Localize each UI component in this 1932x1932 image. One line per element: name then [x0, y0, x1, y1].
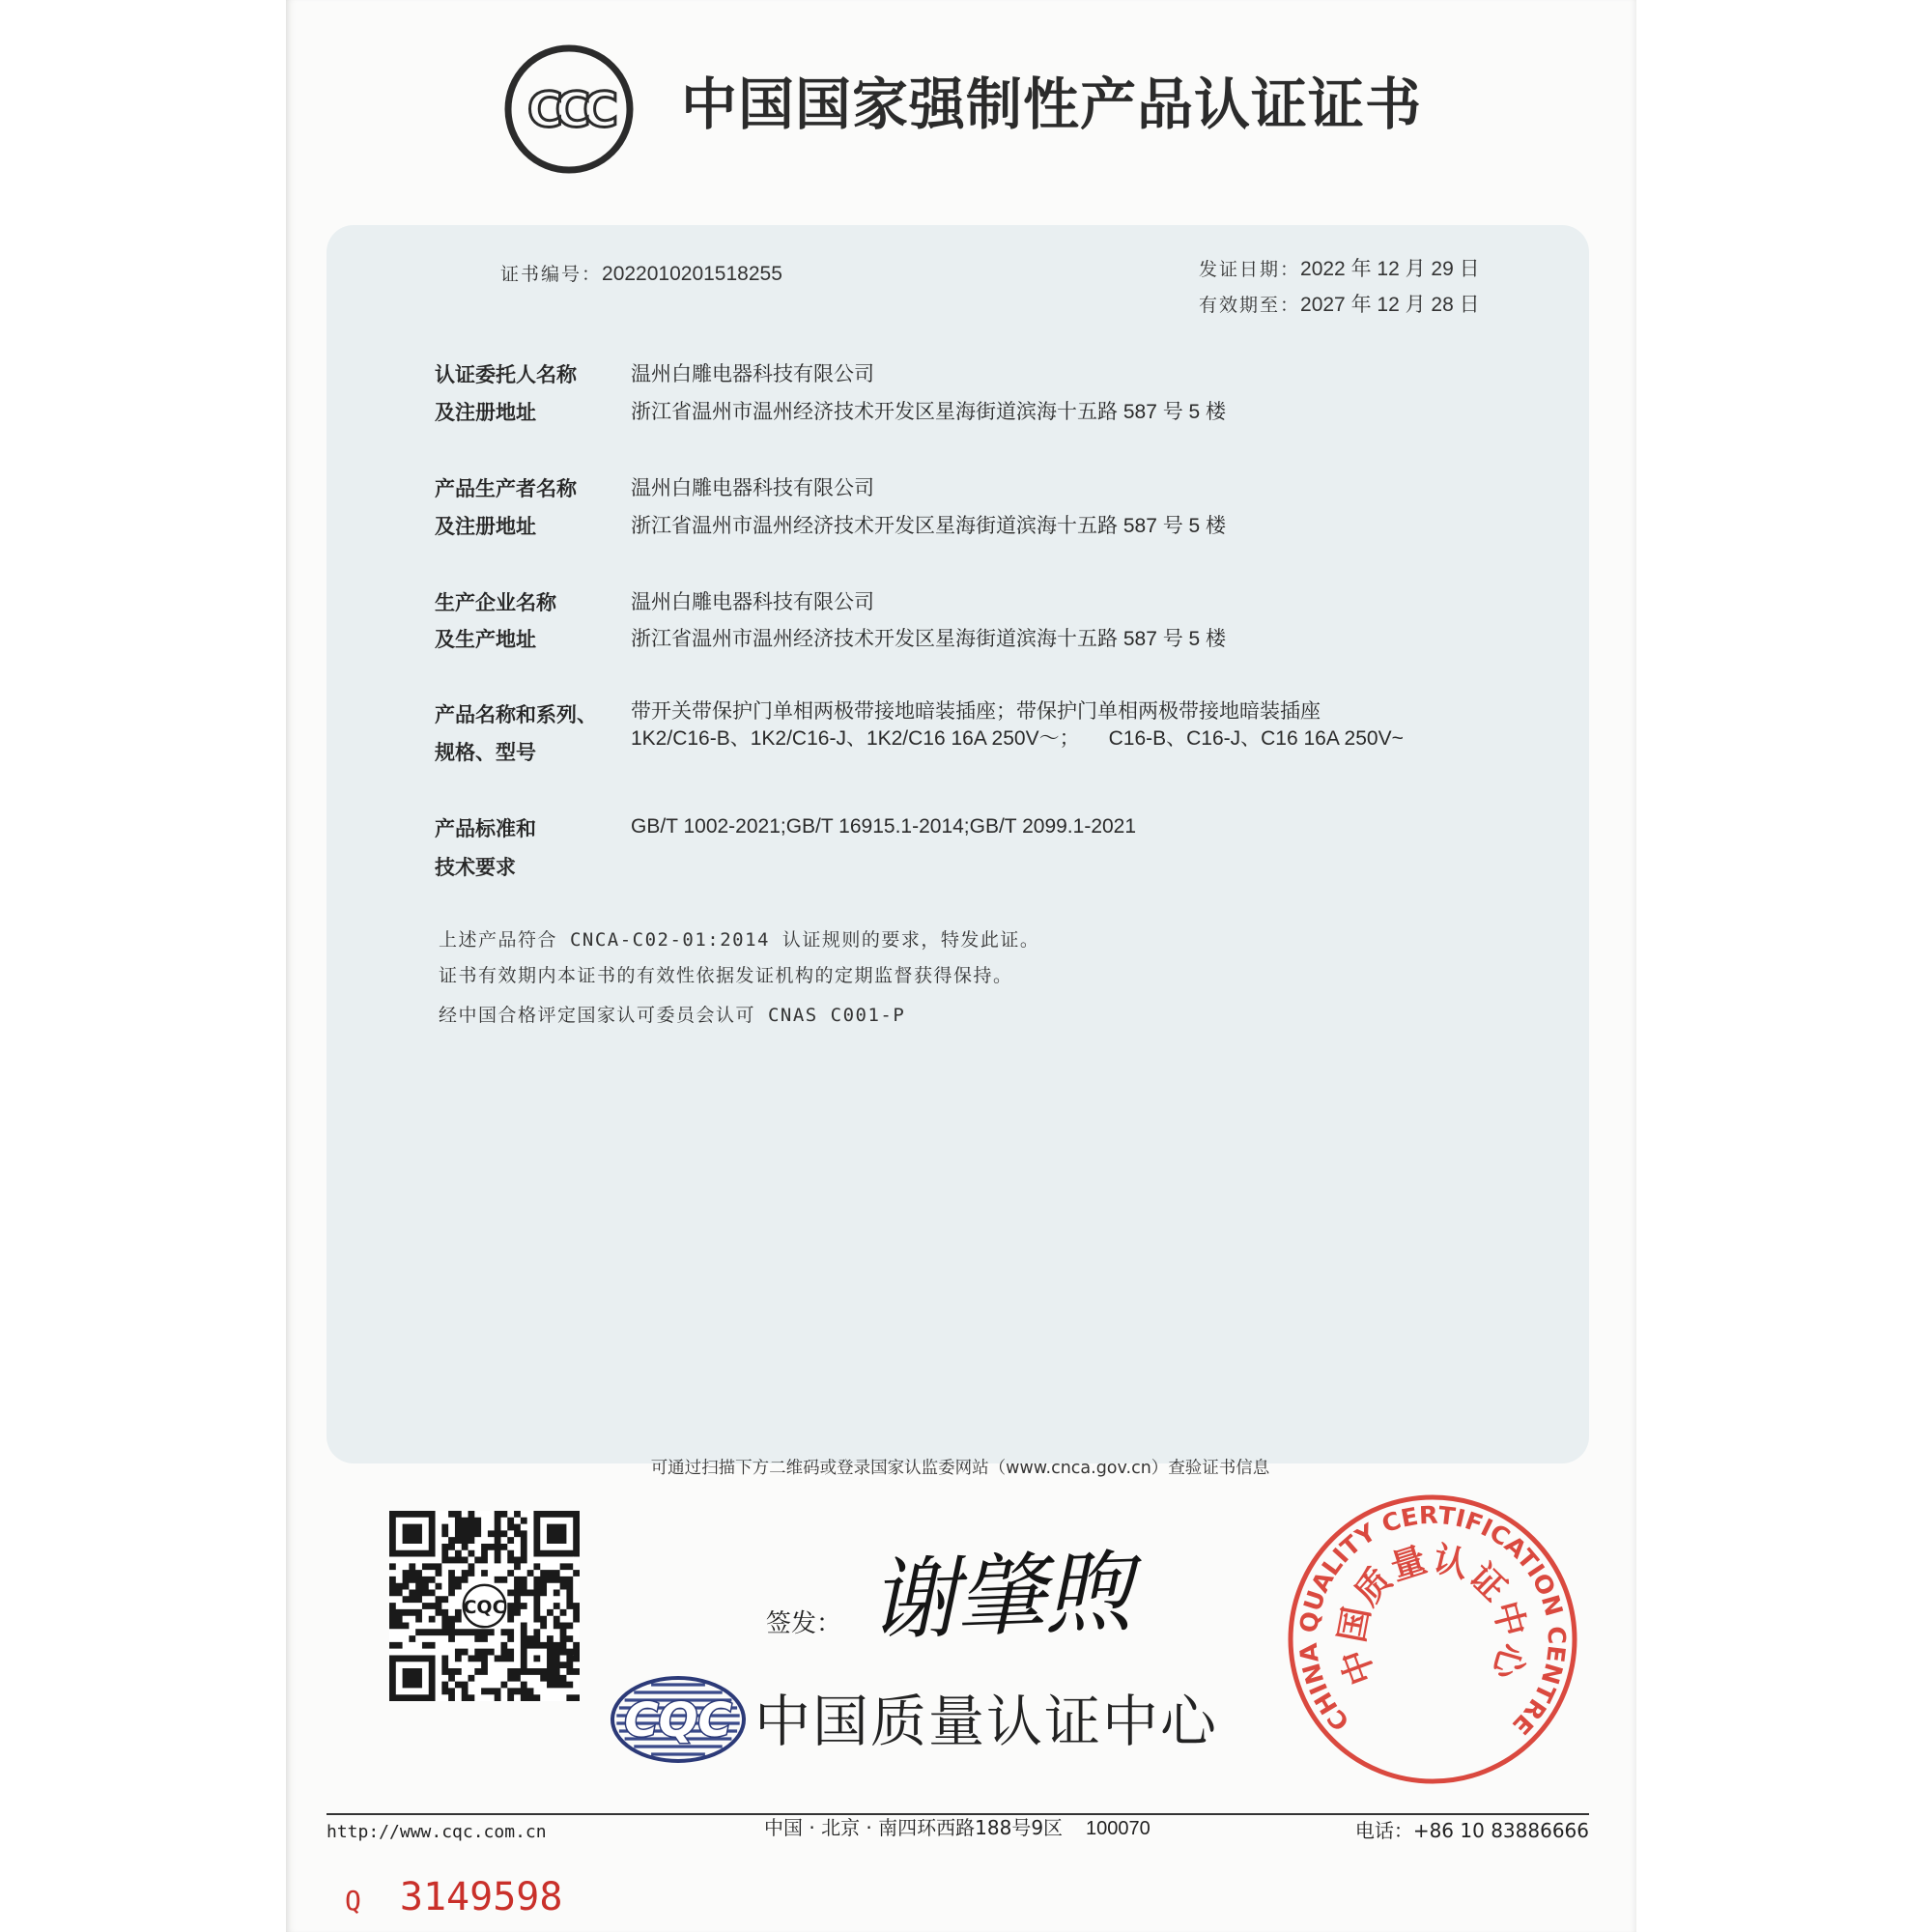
cqc-logo-icon [607, 1674, 750, 1765]
seal-inner-text [1331, 1539, 1533, 1690]
product-models [631, 726, 1404, 752]
signature: 谢肇煦 [867, 1540, 1132, 1653]
qr-code [389, 1511, 580, 1701]
field-label: 生产企业名称 [435, 591, 556, 614]
field-label: 及注册地址 [435, 401, 536, 424]
footer-postcode: 100070 [1086, 1818, 1151, 1839]
product-models-secondary: C16-B、C16-J、C16 16A 250V~ [1108, 727, 1404, 750]
signing-label: 签发： [766, 1609, 842, 1638]
field-value: 温州白雕电器科技有限公司 [631, 477, 874, 499]
field-label: 规格、型号 [435, 741, 536, 764]
serial-number-value: 3149598 [399, 1875, 563, 1919]
seal-outer-textpath: CHINA QUALITY CERTIFICATION CENTRE [1293, 1500, 1572, 1741]
qr-center-logo-text: CQC [463, 1596, 506, 1618]
field-label: 技术要求 [435, 856, 516, 879]
issue-date [1199, 257, 1480, 284]
field-label: 产品生产者名称 [435, 477, 577, 500]
ccc-mark-icon [502, 43, 636, 176]
ccc-logo-text: CCC [526, 82, 611, 138]
issue-date-value: 2022 年 12 月 29 日 [1300, 258, 1480, 280]
serial-prefix: Q [345, 1885, 361, 1917]
footer-phone [1355, 1818, 1589, 1843]
footer-phone-label: 电话： [1354, 1819, 1413, 1842]
certificate-title: 中国国家强制性产品认证证书 [681, 71, 1423, 137]
seal-inner-textpath: 中国质量认证中心 [1331, 1538, 1534, 1690]
issue-date-label: 发证日期： [1199, 259, 1301, 280]
field-label: 产品名称和系列、 [435, 703, 597, 726]
field-label: 认证委托人名称 [435, 363, 577, 386]
product-name-value: 带开关带保护门单相两极带接地暗装插座；带保护门单相两极带接地暗装插座 [631, 700, 1321, 723]
footer-phone-number: +86 10 83886666 [1412, 1819, 1589, 1842]
field-value: 温州白雕电器科技有限公司 [631, 363, 874, 385]
footer-website: http://www.cqc.com.cn [327, 1822, 547, 1842]
valid-until-value: 2027 年 12 月 28 日 [1300, 294, 1480, 316]
statement-line: 上述产品符合 CNCA-C02-01:2014 认证规则的要求，特发此证。 [439, 929, 1040, 951]
certificate-number [500, 262, 782, 289]
field-value: 温州白雕电器科技有限公司 [631, 591, 874, 613]
field-value: 浙江省温州市温州经济技术开发区星海街道滨海十五路 587 号 5 楼 [631, 401, 1227, 423]
footer-address-text: 中国 · 北京 · 南四环西路188号9区 [764, 1816, 1064, 1839]
statement-line: 证书有效期内本证书的有效性依据发证机构的定期监督获得保持。 [439, 965, 1013, 986]
serial-number [345, 1874, 562, 1928]
certificate-number-value: 2022010201518255 [602, 263, 782, 285]
standards-value: GB/T 1002-2021;GB/T 16915.1-2014;GB/T 2099.1-2021 [631, 815, 1137, 838]
valid-until [1199, 293, 1480, 320]
seal-ring [1291, 1497, 1575, 1781]
product-models-primary: 1K2/C16-B、1K2/C16-J、1K2/C16 16A 250V～； [631, 727, 1080, 750]
field-value: 浙江省温州市温州经济技术开发区星海街道滨海十五路 587 号 5 楼 [631, 515, 1227, 537]
footer-address [764, 1815, 1151, 1841]
field-label: 产品标准和 [435, 817, 536, 840]
verify-notice: 可通过扫描下方二维码或登录国家认监委网站（www.cnca.gov.cn）查验证书信息 [650, 1459, 1270, 1478]
field-label: 及注册地址 [435, 515, 536, 538]
official-seal [1278, 1485, 1587, 1794]
cqc-logo-text: CQC [624, 1693, 732, 1747]
valid-until-label: 有效期至： [1199, 295, 1301, 316]
certificate-number-label: 证书编号： [500, 264, 603, 285]
issuer-name: 中国质量认证中心 [754, 1689, 1219, 1754]
field-value: 浙江省温州市温州经济技术开发区星海街道滨海十五路 587 号 5 楼 [631, 628, 1227, 650]
field-label: 及生产地址 [435, 628, 536, 651]
statement-line: 经中国合格评定国家认可委员会认可 CNAS C001-P [439, 1005, 906, 1026]
